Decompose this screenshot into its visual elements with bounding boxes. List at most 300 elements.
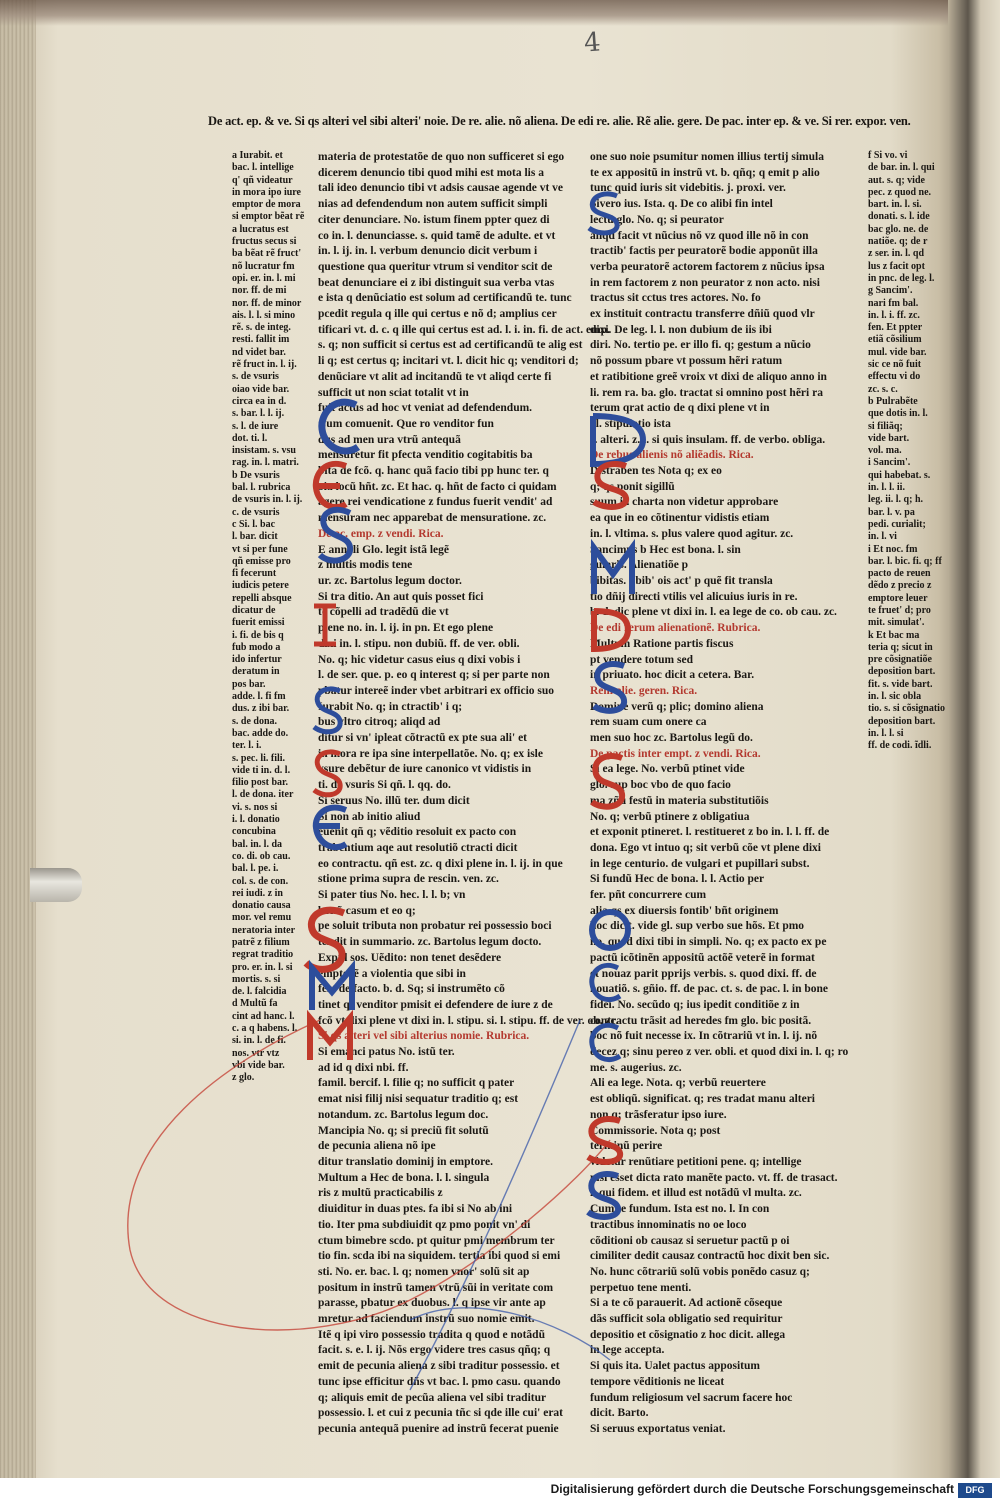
text-line: in. l. sic obla — [868, 691, 922, 703]
text-line: q; qs ponit sigillũ — [590, 480, 675, 493]
text-line: dixi in. l. stipu. non dubiũ. ff. de ver. obli. — [318, 637, 520, 650]
page-edges — [0, 0, 36, 1503]
text-line: col. s. de con. — [232, 875, 289, 887]
text-line: me. s. augerius. zc. — [590, 1061, 682, 1074]
text-line: in. l. vi — [868, 531, 897, 543]
text-line: et nouaz parit pprijs verbis. s. quod dixi. ff. de — [590, 967, 817, 980]
text-line: l. qui fidem. et illud est notãdũ vl multa. zc. — [590, 1187, 802, 1200]
text-line: contractu trãsit ad heredes fm glo. bic positã. — [590, 1014, 812, 1027]
text-line: Cum comuenit. Que ro venditor fun — [318, 417, 494, 430]
text-line: ba bẽat rẽ fruct' — [232, 248, 302, 260]
text-line: i. fi. de bis q — [232, 629, 284, 641]
footer-bar — [0, 1478, 1000, 1503]
text-line: emptore leuer — [868, 592, 928, 604]
text-line: No. q; verbũ ptinere z obligatiua — [590, 810, 750, 823]
text-line: nor. ff. de minor — [232, 297, 302, 309]
text-line: possessio. l. et cui z pecunia tñc si qde ille cui' erat — [318, 1407, 564, 1420]
text-line: tractib' factis per peuratorẽ bodie apponũt illa — [590, 245, 818, 258]
text-line: Itẽ q ipi viro possessio tradita q quod e notãdũ — [318, 1328, 545, 1341]
decorated-initial-m3 — [590, 540, 636, 600]
text-line: boc nõ fuit necesse ix. In cõtrariũ vt in. l. ij. nõ — [590, 1030, 818, 1043]
binding-top — [0, 0, 1000, 26]
text-line: Si non ab initio aliud — [318, 810, 421, 823]
text-line: nõ possum pbare vt possum hẽri ratum — [590, 355, 783, 368]
text-line: De pactis inter empt. z vendi. Rica. — [590, 747, 761, 760]
text-line: pe soluit tributa non probatur rei possessio boci — [318, 920, 552, 933]
gloss-column-right — [868, 150, 943, 830]
text-line: effectu vi do — [868, 371, 921, 383]
text-line: ex instituit contractu transferre dñiũ quod vlr — [590, 308, 815, 321]
text-line: vt si per fune — [232, 543, 288, 555]
text-line: s. pec. li. fili. — [232, 752, 286, 764]
text-line: vide bart. — [868, 432, 910, 444]
decorated-initial-s8 — [586, 752, 632, 812]
text-line: stione prima supra de rescin. ven. zc. — [318, 873, 499, 886]
text-line: materia de protestatõe de quo non sufficeret si ego — [318, 151, 565, 163]
text-line: in lege accepta. — [590, 1344, 665, 1357]
text-line: neratoria inter — [232, 924, 296, 936]
text-line: tendit in summario. zc. Bartolus legum docto. — [318, 936, 542, 949]
text-line: ris z multũ practicabilis z — [318, 1187, 443, 1200]
text-line: vol. ma. — [868, 445, 902, 457]
text-line: dus. z ibi bar. — [232, 703, 290, 715]
text-line: resti. fallit im — [232, 334, 290, 346]
text-line: vsure debẽtur de iure canonico vt vidistis in — [318, 763, 532, 776]
text-line: in lege centurio. de vulgari et pupillari subst. — [590, 857, 810, 870]
text-line: mul. vide bar. — [868, 346, 927, 358]
text-line: s. l. de iure — [232, 420, 279, 432]
text-line: pbatur intereẽ inder vbet arbitrari ex officio suo — [318, 684, 555, 697]
text-line: qui habebat. s. — [868, 469, 931, 481]
text-line: alia qs ex diuersis fontib' bñt originem — [590, 904, 779, 917]
text-line: in. l. vltima. s. plus valere quod agitur. zc. — [590, 527, 794, 540]
text-line: nos. vtr vtz — [232, 1047, 280, 1059]
text-line: pec. z quod ne. — [868, 186, 932, 198]
text-line: dicit. Barto. — [590, 1407, 649, 1420]
text-line: in. l. i. ff. zc. — [868, 309, 920, 321]
running-header: De act. ep. & ve. Si qs alteri vel sibi alteri' noie. De re. alie. nõ aliena. De edi re. alie. Rẽ alie. gere. De pac. inter ep. & ve. Si rer. expor. ven. — [208, 114, 911, 128]
text-line: in pnc. de leg. l. — [868, 272, 935, 284]
text-line: Cum te fundum. Ista est no. l. In con — [590, 1203, 770, 1216]
text-line: Si quis ita. Ualet pactus appositum — [590, 1360, 760, 1373]
text-line: Domine verũ q; plic; domino aliena — [590, 700, 764, 713]
text-line: de vsuris in. l. ij. — [232, 494, 303, 506]
text-line: Expul sos. Uẽdito: non tenet desẽdere — [318, 951, 502, 964]
text-line: dus ad men ura vtrũ antequã — [318, 433, 461, 446]
text-line: glo. sup boc vbo de quo facio — [590, 779, 731, 792]
text-line: b De vsuris — [232, 469, 280, 481]
text-line: ff. de codi. ĩdli. — [868, 740, 932, 752]
text-line: trabentium aqe aut resolutiõ ctracti dicit — [318, 841, 518, 854]
text-line: repelli absque — [232, 592, 292, 604]
text-line: te fruet' d; pro — [868, 604, 931, 616]
text-line: Si ea lege. No. verbũ ptinet vide — [590, 763, 745, 776]
text-line: rẽ. s. de integ. — [232, 322, 291, 334]
text-line: fert de facto. b. d. Sq; si instrumẽto cõ — [318, 983, 505, 996]
text-line: nõ lucratur fm — [232, 260, 295, 272]
text-line: eo contractu. qñ est. zc. q dixi plene in. l. ij. in que — [318, 857, 563, 870]
text-line: tio fin. scda ibi na siquidem. tertia ibi quod si emi — [318, 1250, 561, 1263]
text-line: bac. l. intellige — [232, 162, 294, 174]
text-line: b Pulrabẽte — [868, 395, 918, 407]
text-line: i Sancim'. — [868, 457, 911, 469]
text-line: pre cõsignatiõe — [868, 654, 932, 666]
decorated-initial-e2 — [312, 802, 352, 852]
text-line: q; aliquis emit de pecũa aliena vel sibi traditur — [318, 1391, 547, 1404]
text-line: si. in. l. de fi. — [232, 1035, 286, 1047]
text-line: vi. s. nos si — [232, 801, 278, 813]
text-line: Si emanci patus No. istũ ter. — [318, 1046, 455, 1059]
text-line: Ali ea lege. Nota. q; verbũ reuertere — [590, 1077, 766, 1090]
text-line: mor. vel remu — [232, 912, 292, 924]
text-line: questione qua queritur vtrum si venditor scit de — [318, 260, 553, 273]
text-line: et exponit ptineret. l. restitueret z bo in. l. l. ff. de — [590, 826, 830, 839]
text-line: cimiliter dedit causaz contractũ hoc dixit ben sic. — [590, 1250, 830, 1263]
text-line: i. l. donatio — [232, 814, 280, 826]
text-line: nor. ff. de mi — [232, 285, 287, 297]
text-line: tificari vt. d. c. q ille qui certus est ad. l. i. in. fi. de act. emp. — [318, 323, 610, 336]
text-line: nisi esset dicta rato manẽte pacto. vt. ff. de trasact. — [590, 1171, 838, 1184]
text-line: s. bar. l. l. ij. — [232, 408, 285, 420]
text-line: ais. l. l. si mino — [232, 309, 296, 321]
text-line: Multum a Hec de bona. l. l. singula — [318, 1171, 490, 1184]
text-line: No. hunc cõtrariũ solũ vobis ponẽdo casuz q; — [590, 1265, 810, 1278]
text-line: ma zñũ festũ in materia substitutiõis — [590, 794, 769, 807]
funding-credit: Digitalisierung gefördert durch die Deutsche Forschungsgemeinschaft — [550, 1482, 954, 1496]
text-line: teria q; sicut in — [868, 641, 933, 653]
text-line: tio. Iter pma subdiuidit qz pmo ponit vn' di — [318, 1218, 531, 1231]
text-line: fuit actus ad hoc vt veniat ad defendendum. — [318, 402, 533, 415]
text-line: emit de pecunia aliena z sibi traditur possessio. et — [318, 1360, 560, 1373]
text-line: s. alteri. z. l. si quis insulam. ff. de verbo. obliga. — [590, 433, 826, 446]
text-line: dãs sufficit sola obligatio sed requiritur — [590, 1313, 783, 1326]
text-line: et ratibitione greẽ vroix vt dixi de aliquo anno in — [590, 370, 827, 383]
decorated-initial-s6 — [588, 460, 636, 510]
text-line: Si qs alteri vel sibi alterius nomie. Rubrica. — [318, 1030, 530, 1043]
text-line: emptorẽ a violentia que sibi in — [318, 967, 466, 980]
text-line: pos bar. — [232, 678, 266, 690]
text-line: tempore vẽditionis ne liceat — [590, 1375, 725, 1388]
text-line: s. q; non sufficit si certus est ad certificandũ te alig est — [318, 339, 583, 352]
text-line: sti. No. er. bac. l. q; nomen vnor' solũ sit ap — [318, 1265, 530, 1278]
text-line: Si a te cõ parauerit. Ad actionẽ cõseque — [590, 1297, 783, 1310]
decorated-initial-a — [586, 905, 634, 955]
text-line: pcedit regula q ille qui certus e nõ d; amplius cer — [318, 308, 557, 321]
text-line: bal. l. pe. i. — [232, 863, 279, 875]
text-line: terminũ perire — [590, 1140, 663, 1153]
decorated-initial-d2 — [588, 605, 634, 655]
folio-number: 4 — [582, 27, 602, 59]
text-line: que dotis in. l. — [868, 408, 928, 420]
text-line: iudicis petere — [232, 580, 289, 592]
text-line: Distraben tes Nota q; ex eo — [590, 465, 722, 478]
text-line: tractibus innominatis no oe loco — [590, 1218, 747, 1231]
text-line: ad id q dixi nbi. ff. — [318, 1061, 409, 1074]
text-line: depositio et cõsignatio z hoc dicit. allega — [590, 1328, 786, 1341]
decorated-initial-m2 — [306, 1010, 354, 1065]
text-line: oia locũ hñt. zc. Et hac. q. hñt de facto ci quidam — [318, 480, 557, 493]
text-line: mretur ad faciendum instrũ suo nomie emit. — [318, 1313, 535, 1326]
text-line: pedi. curialit; — [868, 518, 926, 530]
text-line: ditur si vn' ipleat cõtractũ ex pte sua ali' et — [318, 732, 528, 745]
text-line: g Sancim'. — [868, 285, 913, 297]
text-line: co. di. ob cau. — [232, 850, 291, 862]
text-line: tio dñij directi vtilis vel alicuius iuris in re. — [590, 590, 798, 603]
text-line: dixi. De leg. l. l. non dubium de iis ibi — [590, 323, 772, 336]
text-line: rẽ fruct in. l. ij. — [232, 359, 297, 371]
text-line: agere rei vendicatione z fundus fuerit vendit' ad — [318, 496, 553, 509]
text-line: fuerit emissi — [232, 617, 285, 629]
text-line: pactũ icõtinẽn appositũ actõẽ veterẽ in format — [590, 951, 815, 964]
text-line: i Et noc. fm — [868, 543, 918, 555]
text-line: nari fm bal. — [868, 297, 919, 309]
text-line: ur. zc. Bartolus legum doctor. — [318, 574, 462, 587]
text-line: fen. Et ppter — [868, 322, 923, 334]
text-line: fundum religiosum vel sacrum facere hoc — [590, 1391, 793, 1404]
text-line: De rebus alienis nõ aliẽadis. Rica. — [590, 449, 754, 462]
text-line: dẽdo z precio z — [868, 580, 932, 592]
text-line: emat nisi filij nisi sequatur traditio q; est — [318, 1093, 519, 1106]
text-line: famil. bercif. l. filie q; no sufficit q pater — [318, 1077, 515, 1090]
text-line: te ex appositũ in instrũ vt. b. qñq; q emit p alio — [590, 166, 820, 179]
text-line: rag. in. l. matri. — [232, 457, 299, 469]
text-line: bar. l. bic. fi. q; ff — [868, 555, 942, 567]
text-line: a Iurabit. et — [232, 150, 283, 161]
text-line: sic ce nõ fuit — [868, 359, 922, 371]
text-line: mensuram nec apparebat de mensuratione. zc. — [318, 512, 547, 525]
text-line: c. de vsuris — [232, 506, 280, 518]
text-line: men suo hoc zc. Bartolus legũ do. — [590, 732, 753, 745]
text-line: li q; est certus q; incitari vt. l. dicit hic q; venditori d; — [318, 355, 579, 368]
text-line: no. quod dixi tibi in simpli. No. q; ex pacto ex pe — [590, 936, 827, 949]
text-line: Si tra ditio. An aut quis posset fici — [318, 590, 484, 603]
text-line: diri. No. tertio pe. er illo fi. q; gestum a nũcio — [590, 339, 811, 352]
text-line: s. de vsuris — [232, 371, 279, 383]
decorated-initial-c3 — [586, 1020, 626, 1065]
text-line: sufficit ut non sciat totalit vt in — [318, 386, 469, 399]
text-line: s. de dona. — [232, 715, 278, 727]
text-line: beat denunciare ei z ibi distinguit sua verba vtas — [318, 276, 555, 289]
text-line: de. l. falcidia — [232, 986, 287, 998]
text-line: notandum. zc. Bartolus legum doc. — [318, 1108, 489, 1121]
text-line: vbi vide bar. — [232, 1059, 285, 1071]
text-line: rem suam cum onere ca — [590, 716, 707, 729]
text-line: videtur renũtiare petitioni pene. q; intellige — [590, 1156, 802, 1168]
decorated-initial-s5 — [585, 190, 625, 235]
text-line: in. l. ij. in. l. verbum denuncio dicit verbum i — [318, 245, 538, 258]
text-line: f Si vo. vi — [868, 150, 908, 161]
text-line: fructus secus si — [232, 236, 297, 248]
text-line: z ser. in. l. qd — [868, 248, 925, 260]
text-line: Multum Ratione partis fiscus — [590, 637, 734, 650]
text-line: li. rem ra. ba. glo. tractat si omnino post hẽri ra — [590, 386, 823, 399]
text-line: hoc dicit. vide gl. sup verbo sue hõs. Et pmo — [590, 920, 805, 933]
decorated-initial-i — [310, 600, 340, 650]
text-line: pro. er. in. l. si — [232, 961, 293, 973]
dfg-logo: DFG — [958, 1483, 992, 1498]
text-line: bart. in. l. si. — [868, 199, 922, 211]
text-line: De ac. emp. z vendi. Rica. — [318, 527, 444, 540]
text-line: deposition bart. — [868, 715, 936, 727]
text-line: Si fundũ Hec de bona. l. l. Actio per — [590, 873, 765, 886]
text-line: patrẽ z filium — [232, 937, 290, 948]
text-line: filio post bar. — [232, 777, 289, 789]
text-line: in mora re ipa sine interpellatõe. No. q; ex isle — [318, 747, 543, 760]
pen-flourish — [110, 1020, 630, 1400]
text-line: diuiditur in duas ptes. fa ibi si No ab ini — [318, 1203, 513, 1216]
text-line: nias ad defendendum non autem sufficit simpli — [318, 198, 548, 211]
text-line: verba peuratorẽ actorem factorem z nũcius ipsa — [590, 260, 825, 273]
text-line: in. l. l. ii. — [868, 482, 905, 494]
text-line: bibitas. pbib' ois act' p quẽ fit transla — [590, 574, 773, 587]
text-line: vide ti in. d. l. — [232, 764, 291, 776]
decorated-initial-s — [314, 505, 359, 565]
text-line: adde. l. fi fm — [232, 691, 286, 703]
decorated-initial-s2 — [310, 685, 346, 735]
text-line: bar. l. v. pa — [868, 506, 915, 518]
text-line: natiõe. q; de r — [868, 236, 928, 248]
text-line: perpetuo tene menti. — [590, 1281, 692, 1294]
text-line: l. de ser. que. p. eo q interest q; si per parte non — [318, 669, 550, 682]
text-line: positum in instrũ tamen vtrũ sũi in veritate com — [318, 1281, 554, 1294]
text-line: oiao vide bar. — [232, 383, 290, 395]
decorated-initial-c2 — [586, 960, 626, 1005]
text-line: bal. in. l. da — [232, 838, 283, 850]
text-line: in rem factorem z non peurator z non acto. nisi — [590, 276, 820, 289]
text-line: mit. simulat'. — [868, 617, 925, 629]
text-line: mortis. s. si — [232, 973, 281, 985]
text-line: co in. l. denunciasse. s. quid tamẽ de adulte. et vt — [318, 229, 556, 242]
text-line: e ista q denũciatio est solum ad certificandũ te. tunc — [318, 292, 572, 305]
text-line: c. a q habens. l. — [232, 1023, 298, 1035]
text-line: bac. adde do. — [232, 727, 289, 739]
text-line: d Multũ fa — [232, 998, 278, 1010]
text-line: z multis modis tene — [318, 559, 413, 572]
text-line: dot. ti. l. — [232, 432, 268, 444]
text-line: Rem alie. geren. Rica. — [590, 684, 698, 697]
text-line: denũciare vt alit ad incitandũ te vt aliqd certe fi — [318, 370, 552, 383]
text-line: opi. er. in. l. mi — [232, 272, 296, 284]
text-line: E annali Glo. legit istã legẽ — [318, 543, 449, 556]
text-line: rei iudi. z in — [232, 887, 283, 899]
text-line: bonũ casum et eo q; — [318, 904, 416, 917]
text-line: lus z facit opt — [868, 260, 925, 272]
text-line: bus vltro citroq; aliqd ad — [318, 716, 441, 729]
text-line: fer. pñt concurrere cum — [590, 889, 707, 902]
text-line: bita de fcõ. q. hanc quã facio tibi pp hunc ter. q — [318, 465, 549, 478]
text-line: Mancipia No. q; si preciũ fit solutũ — [318, 1124, 489, 1137]
text-line: ea que in eo cõtinentur vidistis etiam — [590, 512, 770, 525]
decorated-initial-m — [308, 960, 356, 1015]
text-line: dicatur de — [232, 604, 276, 616]
text-line: deratum in — [232, 666, 280, 678]
text-line: cint ad hanc. l. — [232, 1010, 295, 1022]
text-line: a lucratus est — [232, 223, 289, 235]
text-line: suum in charta non videtur approbare — [590, 496, 779, 509]
text-line: fub modo a — [232, 641, 281, 653]
text-line: deposition bart. — [868, 666, 936, 678]
text-line: Si seruus exportatus veniat. — [590, 1422, 726, 1435]
text-line: insistam. s. vsu — [232, 445, 296, 457]
text-line: bac glo. ne. de — [868, 223, 929, 235]
text-line: nd videt bar. — [232, 346, 286, 358]
text-line: regrat traditio — [232, 949, 294, 961]
text-line: donatio causa — [232, 900, 291, 912]
text-line: k Et bac ma — [868, 629, 920, 641]
text-line: b. d. dic plene vt dixi in. l. ea lege de co. ob cau. zc. — [590, 606, 837, 619]
text-line: dona. Ego vt intuo q; sit verbũ cõe vt plene dixi — [590, 841, 821, 854]
text-line: fidei. No. secũdo q; ius ipedit conditiõe z in — [590, 998, 800, 1011]
text-line: leg. ii. l. q; h. — [868, 494, 924, 506]
text-line: gularis. Alienatiõe p — [590, 559, 689, 572]
text-line: fi fecerunt — [232, 568, 277, 580]
text-line: si emptor bẽat rẽ — [232, 211, 305, 223]
text-line: . l. stipulatio ista — [590, 417, 671, 430]
decorated-initial-s9 — [582, 1115, 630, 1165]
text-line: parasse, pbatur ex duobus. l. q ipse vir ante ap — [318, 1297, 546, 1310]
text-line: pt vendere totum sed — [590, 653, 693, 666]
text-line: donati. s. l. ide — [868, 211, 930, 223]
text-line: Commissorie. Nota q; post — [590, 1124, 721, 1137]
text-line: decez q; sinu pereo z ver. obli. et quod dixi in. l. q; ro — [590, 1046, 849, 1059]
text-line: ditur translatio dominij in emptore. — [318, 1156, 493, 1168]
text-line: tunc quid iuris sit videbitis. j. proxi. ver. — [590, 182, 786, 195]
text-line: lectũ glo. No. q; si peurator — [590, 213, 724, 226]
text-line: tinet q; venditor pmisit ei defendere de iure z de — [318, 998, 553, 1011]
text-line: l. de dona. iter — [232, 789, 294, 801]
text-line: Si seruus No. illũ ter. dum dicit — [318, 794, 470, 807]
text-line: fit. s. vide bart. — [868, 678, 933, 690]
text-line: Sancimus b Hec est bona. l. sin — [590, 543, 741, 556]
text-line: De edi rerum alienationẽ. Rubrica. — [590, 622, 761, 635]
text-line: bal. l. rubrica — [232, 482, 291, 494]
decorated-initial-c — [316, 395, 366, 460]
text-line: ter. l. i. — [232, 740, 262, 752]
page-clip — [30, 868, 82, 902]
decorated-initial-s3 — [310, 748, 346, 798]
text-line: tractus sit cctus tres actores. No. fo — [590, 292, 761, 305]
decorated-initial-s7 — [588, 660, 634, 715]
text-line: nouatiõ. s. gñio. ff. de pac. ct. s. de pac. l. in bone — [590, 983, 829, 996]
text-line: dicerem denuncio tibi quod mihi est mota lis a — [318, 166, 544, 179]
text-line: terum qrat actio de q dixi plene vt in — [590, 402, 770, 415]
text-line: fcõ vt dixi plene vt dixi in. l. stipu. si. l. stipu. ff. de ver. ob. zc. — [318, 1014, 619, 1027]
text-line: de pecunia aliena nõ ipe — [318, 1140, 436, 1153]
text-line: ti. de vsuris Si qñ. l. qq. do. — [318, 779, 451, 792]
text-line: ido infertur — [232, 654, 282, 666]
text-line: mensuretur fit pfecta venditio cogitabitis ba — [318, 449, 533, 462]
text-line: aliqd facit vt nũcius nõ vz quod ille nõ in con — [590, 229, 809, 242]
text-line: c Si. l. bac — [232, 518, 276, 530]
text-line: te cõpelli ad tradẽdũ die vt — [318, 606, 449, 619]
text-line: si filiãq; — [868, 420, 903, 432]
text-line: qñ emisse pro — [232, 555, 291, 567]
text-line: in mora ipo iure — [232, 186, 301, 198]
text-line: de bar. in. l. qui — [868, 162, 935, 174]
text-line: pecunia antequã puenire ad instrũ fecerat puenie — [318, 1422, 559, 1435]
text-line: l. bar. dicit — [232, 531, 278, 543]
decorated-initial-s10 — [582, 1170, 628, 1220]
text-line: in. l. l. si — [868, 727, 904, 739]
text-line: tunc ipse efficitur dñs vt bac. l. pmo casu. quando — [318, 1375, 561, 1388]
text-line: etiã cõsilium — [868, 334, 922, 346]
text-line: cõditioni ob causaz si seruetur pactũ p oi — [590, 1234, 790, 1247]
text-line: zc. s. c. — [868, 383, 898, 395]
text-line: No. q; hic videtur casus eius q dixi vobis i — [318, 653, 521, 666]
text-line: Iurabit No. q; in ctractib' i q; — [318, 700, 463, 713]
text-line: plene no. in. l. ij. in pn. Et ego plene — [318, 622, 494, 635]
text-line: circa ea in d. — [232, 395, 287, 407]
